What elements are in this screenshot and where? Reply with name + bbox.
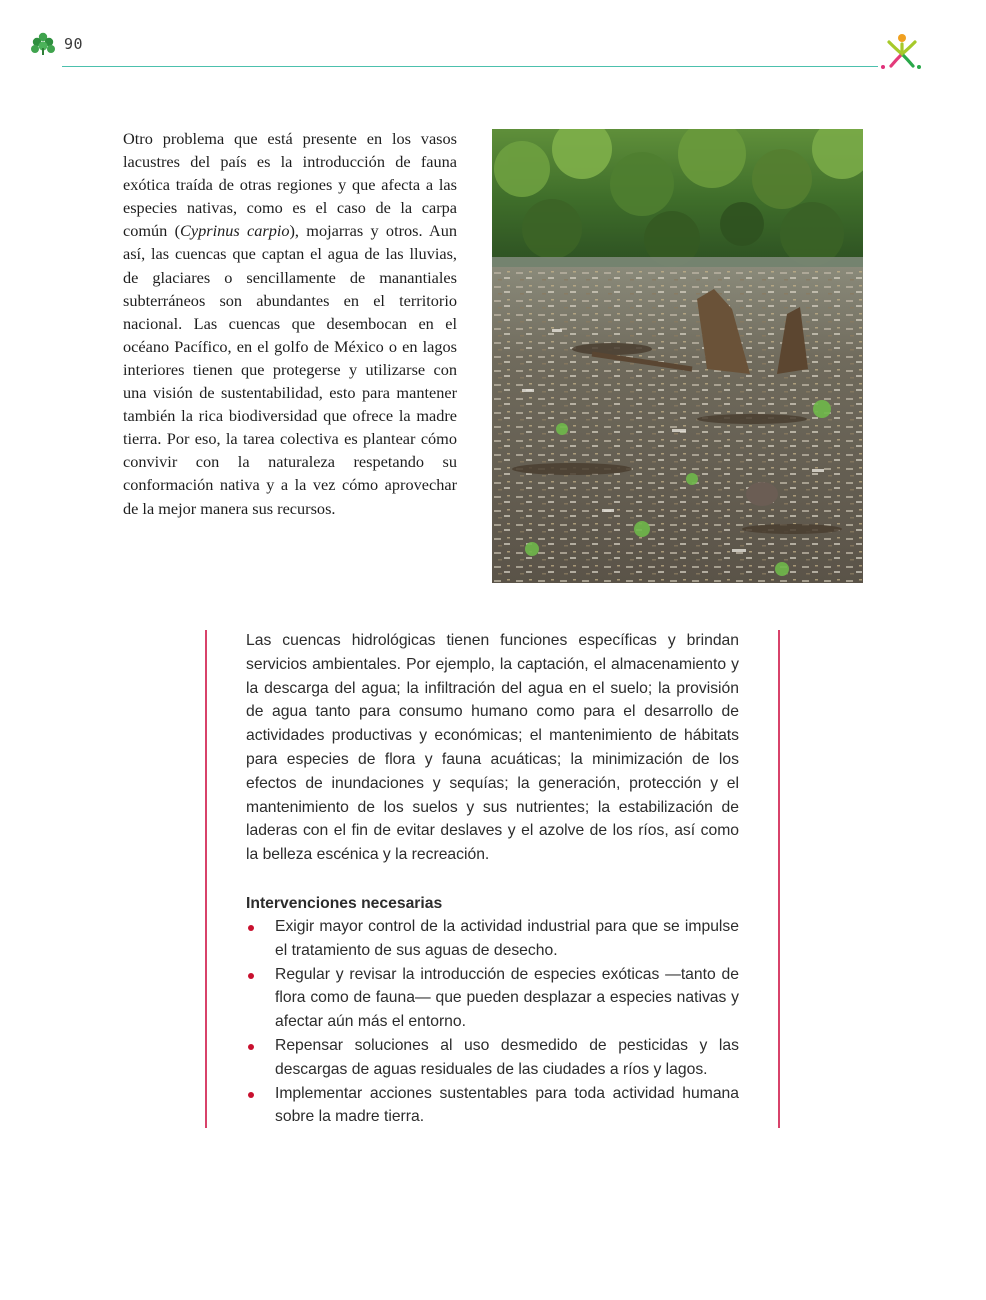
interventions-list [246, 915, 739, 1129]
intro-paragraph [123, 127, 457, 520]
header-rule [62, 66, 878, 67]
list-item-text: Regular y revisar la introducción de especies exóticas —tanto de flora como de fauna— que pueden desplazar a especies nativas y afectar aún más el entorno. [275, 965, 739, 1031]
intro-text-part-2: ), mojarras y otros. Aun así, las cuencas que captan el agua de las lluvias, de glaciares o sencillamente de manantiales subterráneos son abundantes en el territorio nacional. Las cuencas que desembocan en el océano Pacífico, en el golfo de México o en lagos interiores tienen que protegerse y utilizarse con una visión de sustentabilidad, esto para mantener también la rica biodiversidad que ofrece la madre tierra. Por eso, la tarea colectiva es plantear cómo convivir con la naturaleza respetando su conformación nativa y a la vez cómo aprovechar de la mejor manera sus recursos. [123, 221, 457, 518]
bullet-icon [248, 973, 254, 979]
leaf-cluster-icon [30, 32, 56, 56]
species-name: Cyprinus carpio [180, 221, 290, 241]
box-border-right [778, 630, 780, 1128]
bullet-icon [248, 1044, 254, 1050]
dancing-figure-icon [885, 32, 919, 70]
list-item [246, 1034, 739, 1082]
photo-polluted-lake-illustration [492, 129, 863, 583]
list-item-text: Exigir mayor control de la actividad industrial para que se impulse el tratamiento de sus aguas de desecho. [275, 918, 739, 959]
list-item-text: Implementar acciones sustentables para toda actividad humana sobre la madre tierra. [275, 1084, 739, 1126]
ecosystem-services-paragraph: Las cuencas hidrológicas tienen funciones específicas y brindan servicios ambientales. Por ejemplo, la captación, el almacenamiento y la descarga del agua; la infiltración del agua en el suelo; la provisión de agua tanto para consumo humano como para el desarrollo de actividades productivas y económicas; el mantenimiento de hábitats para especies de flora y fauna acuáticas; la minimización de los efectos de inundaciones y sequías; la generación, protección y el mantenimiento de los suelos y sus nutrientes; la estabilización de laderas con el fin de evitar deslaves y el azolve de los ríos, así como la belleza escénica y la recreación. [246, 632, 739, 864]
list-item [246, 915, 739, 963]
intro-text-part-1: Otro problema que está presente en los vasos lacustres del país es la introducción de fauna exótica traída de otras regiones y que afecta a las especies nativas, como es el caso de la carpa común ( [123, 129, 457, 241]
bullet-icon [248, 1092, 254, 1098]
box-border-left [205, 630, 207, 1128]
photo-polluted-lake [492, 129, 863, 583]
list-item-text: Repensar soluciones al uso desmedido de pesticidas y las descargas de aguas residuales de las ciudades a ríos y lagos. [275, 1036, 739, 1078]
list-item [246, 963, 739, 1034]
list-item [246, 1082, 739, 1130]
interventions-heading: Intervenciones necesarias [246, 895, 443, 912]
bullet-icon [248, 925, 254, 931]
page-number: 90 [64, 35, 84, 53]
page-header-left [30, 32, 83, 56]
